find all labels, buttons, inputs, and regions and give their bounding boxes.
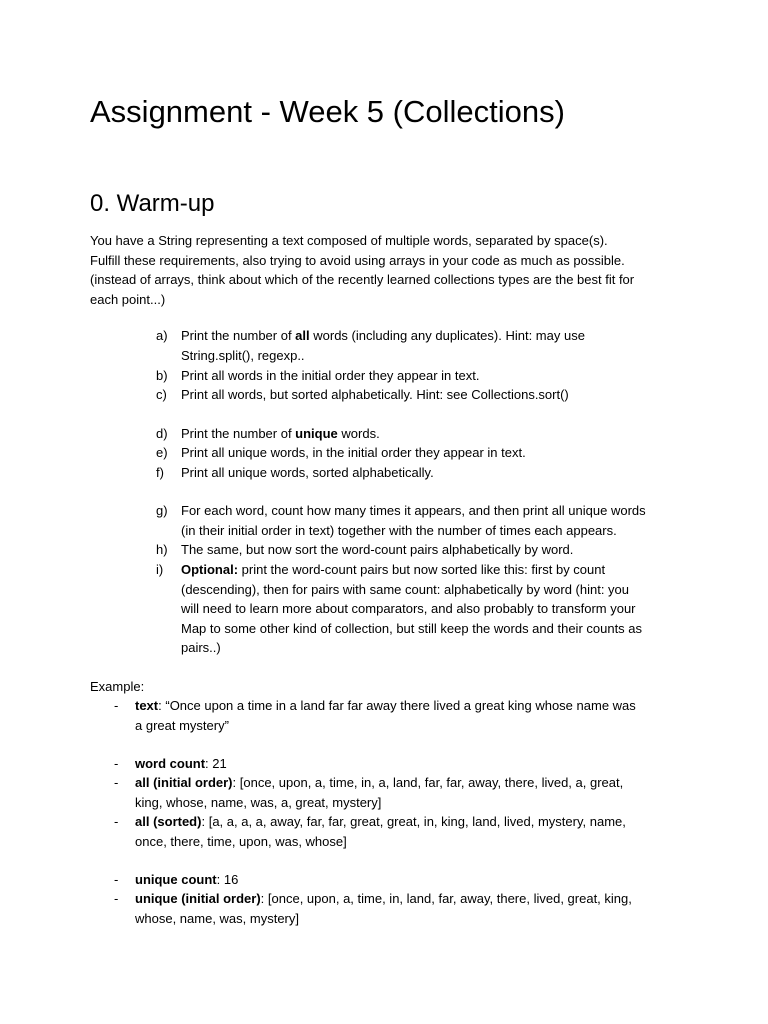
example-text bbox=[135, 812, 675, 851]
example-separator: : bbox=[260, 891, 268, 906]
example-text bbox=[135, 889, 675, 928]
example-value: whose, name, was, mystery] bbox=[135, 910, 299, 926]
document-title: Assignment - Week 5 (Collections) bbox=[90, 94, 565, 129]
list-marker: h) bbox=[156, 542, 168, 557]
example-value: “Once upon a time in a land far far away there lived a great king whose name was bbox=[165, 698, 636, 713]
requirement-text-part: (in their initial order in text) together with the number of times each appears. bbox=[181, 522, 617, 538]
list-marker: i) bbox=[156, 562, 164, 577]
requirement-text bbox=[181, 326, 681, 365]
requirement-text: Print all words in the initial order they appear in text. bbox=[181, 368, 480, 383]
requirement-text-part: Print the number of bbox=[181, 426, 296, 441]
intro-line: (instead of arrays, think about which of the recently learned collections types are the best fit for bbox=[90, 272, 635, 287]
list-marker: d) bbox=[156, 426, 168, 441]
example-separator: : bbox=[205, 756, 213, 771]
requirement-text-part: words (including any duplicates). Hint: may use bbox=[309, 328, 585, 343]
list-dash: - bbox=[114, 814, 119, 829]
intro-paragraph bbox=[90, 231, 670, 309]
list-marker: c) bbox=[156, 387, 167, 402]
requirement-text-part: print the word-count pairs but now sorted like this: first by count bbox=[238, 562, 606, 577]
requirement-text bbox=[181, 501, 681, 540]
example-value: king, whose, name, was, a, great, mystery] bbox=[135, 794, 382, 810]
list-marker: e) bbox=[156, 445, 168, 460]
list-dash: - bbox=[114, 698, 119, 713]
example-value: a great mystery” bbox=[135, 717, 229, 733]
emphasis-text: unique bbox=[295, 426, 338, 441]
example-value: [once, upon, a, time, in, a, land, far, far, away, there, lived, a, great, bbox=[239, 775, 624, 790]
example-label: Example: bbox=[90, 679, 145, 694]
example-text bbox=[135, 754, 675, 774]
example-separator: : bbox=[216, 872, 224, 887]
example-value: 16 bbox=[223, 872, 239, 887]
requirement-text: Print all unique words, in the initial order they appear in text. bbox=[181, 445, 526, 460]
emphasis-text: Optional: bbox=[181, 562, 239, 577]
example-text bbox=[135, 870, 675, 890]
requirement-text-part: pairs..) bbox=[181, 640, 221, 655]
list-dash: - bbox=[114, 775, 119, 790]
list-dash: - bbox=[114, 872, 119, 887]
requirement-text-part: (descending), then for pairs with same count: alphabetically by word (hint: you bbox=[181, 581, 630, 597]
list-marker: a) bbox=[156, 328, 168, 343]
example-key: all (sorted) bbox=[135, 814, 202, 829]
requirement-text-part: words. bbox=[337, 426, 380, 441]
intro-line: Fulfill these requirements, also trying to avoid using arrays in your code as much as possible. bbox=[90, 252, 625, 268]
requirement-text-part: Print the number of bbox=[181, 328, 296, 343]
requirement-text bbox=[181, 560, 681, 658]
example-separator: : bbox=[158, 698, 166, 713]
example-separator: : bbox=[232, 775, 240, 790]
requirement-text: Print all words, but sorted alphabetically. Hint: see Collections.sort() bbox=[181, 387, 569, 402]
example-value: once, there, time, upon, was, whose] bbox=[135, 833, 347, 849]
requirement-text-part: For each word, count how many times it appears, and then print all unique words bbox=[181, 503, 646, 518]
list-dash: - bbox=[114, 756, 119, 771]
example-separator: : bbox=[201, 814, 209, 829]
requirement-text: Print all unique words, sorted alphabetically. bbox=[181, 465, 434, 480]
section-heading-warm-up: 0. Warm-up bbox=[90, 190, 215, 217]
requirement-text bbox=[181, 424, 681, 444]
example-value: 21 bbox=[212, 756, 227, 771]
requirement-text-part: will need to learn more about comparators, and also probably to transform your bbox=[181, 601, 636, 616]
list-marker: f) bbox=[156, 465, 164, 480]
requirement-text: The same, but now sort the word-count pairs alphabetically by word. bbox=[181, 542, 574, 557]
example-key: text bbox=[135, 698, 159, 713]
requirement-text-part: Map to some other kind of collection, but still keep the words and their counts as bbox=[181, 620, 643, 636]
list-marker: b) bbox=[156, 368, 168, 383]
list-dash: - bbox=[114, 891, 119, 906]
intro-line: You have a String representing a text composed of multiple words, separated by space(s). bbox=[90, 233, 608, 248]
emphasis-text: all bbox=[295, 328, 310, 343]
example-value: [a, a, a, a, away, far, far, great, great, in, king, land, lived, mystery, name, bbox=[208, 814, 626, 829]
example-key: word count bbox=[135, 756, 206, 771]
example-key: unique (initial order) bbox=[135, 891, 261, 906]
example-key: unique count bbox=[135, 872, 217, 887]
example-text bbox=[135, 696, 675, 735]
intro-line: each point...) bbox=[90, 291, 166, 307]
example-text bbox=[135, 773, 675, 812]
list-marker: g) bbox=[156, 503, 168, 518]
example-key: all (initial order) bbox=[135, 775, 233, 790]
requirement-text-part: String.split(), regexp.. bbox=[181, 347, 305, 363]
example-value: [once, upon, a, time, in, land, far, away, there, lived, great, king, bbox=[267, 891, 632, 906]
